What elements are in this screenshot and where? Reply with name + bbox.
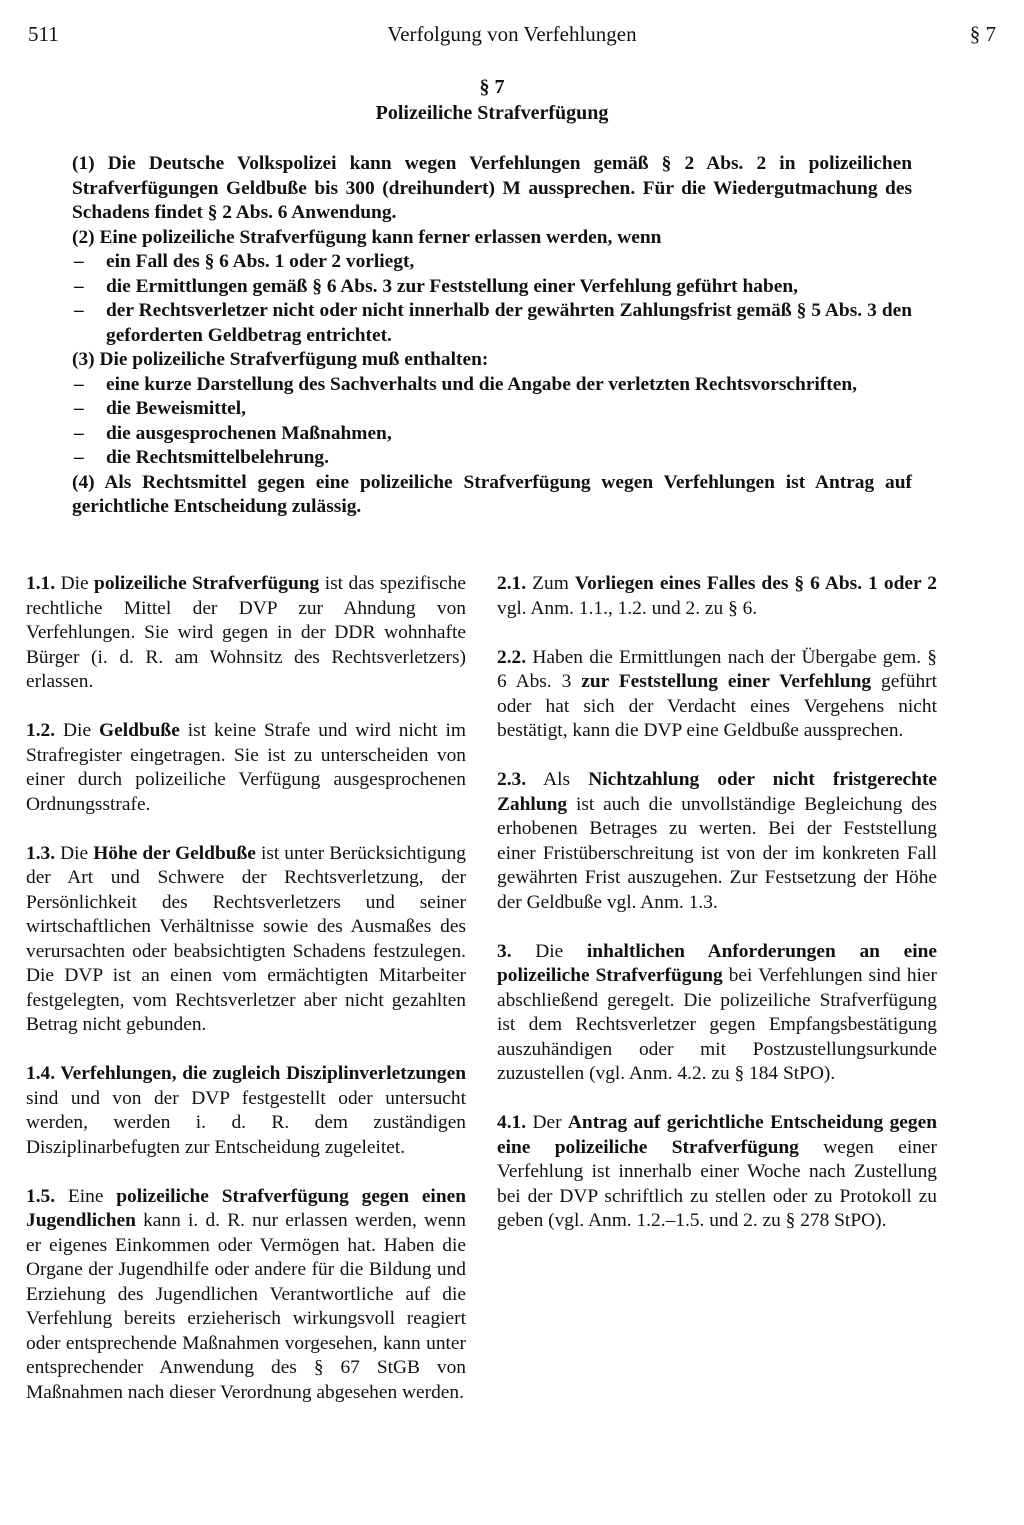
- annotation-2-3: 2.3. Als Nichtzahlung oder nicht fristgerechte Zahlung ist auch die unvollständige Begleichung des erhobenen Betrages zu werten. Bei der Feststellung einer Fristüberschreitung ist von der im konkreten Fall gewährten Frist auszugehen. Zur Festsetzung der Höhe der Geldbuße vgl. Anm. 1.3.: [497, 769, 938, 913]
- paragraph-4: (4) Als Rechtsmittel gegen eine polizeiliche Strafverfügung wegen Verfehlungen ist Antrag auf gerichtliche Entscheidung zulässig.: [72, 471, 912, 517]
- annotation-1-4: 1.4. Verfehlungen, die zugleich Disziplinverletzungen sind und von der DVP festgestellt oder untersucht werden, werden i. d. R. dem zuständigen Disziplinarbefugten zur Entscheidung zugeleitet.: [26, 1063, 466, 1158]
- dash-marker: –: [74, 422, 84, 444]
- dash-marker: –: [74, 275, 84, 297]
- dash-marker: –: [74, 251, 84, 272]
- annotation-2-2: 2.2. Haben die Ermittlungen nach der Übergabe gem. § 6 Abs. 3 zur Feststellung einer Verfehlung geführt oder hat sich der Verdacht eines Vergehens nicht bestätigt, kann die DVP eine Geldbuße aussprechen.: [497, 646, 937, 741]
- dash-marker: –: [74, 398, 84, 419]
- paragraph-1: (1) Die Deutsche Volkspolizei kann wegen Verfehlungen gemäß § 2 Abs. 2 in polizeilichen Strafverfügungen Geldbuße bis 300 (dreihundert) M aussprechen. Für die Wiedergutmachung des Schadens findet § 2 Abs. 6 Anwendung.: [72, 153, 912, 223]
- list-item: – die Rechtsmittelbelehrung.: [72, 446, 912, 471]
- running-title: Verfolgung von Verfehlungen: [387, 22, 637, 46]
- paragraph-2: (2) Eine polizeiliche Strafverfügung kann ferner erlassen werden, wenn: [72, 226, 662, 248]
- annotation-1-2: 1.2. Die Geldbuße ist keine Strafe und wird nicht im Strafregister eingetragen. Sie ist zu unterscheiden von einer durch polizeiliche Verfügung ausgesprochenen Ordnungsstrafe.: [26, 720, 466, 815]
- list-item: – die ausgesprochenen Maßnahmen,: [72, 422, 912, 447]
- running-section: § 7: [969, 22, 996, 46]
- dash-marker: –: [74, 447, 84, 468]
- annotation-4-1: 4.1. Der Antrag auf gerichtliche Entscheidung gegen eine polizeiliche Strafverfügung wegen einer Verfehlung ist innerhalb einer Woche nach Zustellung bei der DVP schriftlich zu stellen oder zu Protokoll zu geben (vgl. Anm. 1.2.–1.5. und 2. zu § 278 StPO).: [497, 1112, 938, 1231]
- list-item: – ein Fall des § 6 Abs. 1 oder 2 vorliegt,: [72, 250, 912, 275]
- page-number: 511: [28, 22, 59, 46]
- list-item: – eine kurze Darstellung des Sachverhalts und die Angabe der verletzten Rechtsvorschriften,: [72, 373, 912, 398]
- statute-text: [72, 74, 912, 520]
- annotation-2-1: 2.1. Zum Vorliegen eines Falles des § 6 Abs. 1 oder 2 vgl. Anm. 1.1., 1.2. und 2. zu § 6.: [497, 573, 937, 619]
- commentary-right-column: [497, 572, 937, 1258]
- list-item: – der Rechtsverletzer nicht oder nicht innerhalb der gewährten Zahlungsfrist gemäß § 5 Abs. 3 den geforderten Geldbetrag entrichtet.: [74, 300, 912, 346]
- dash-marker: –: [74, 373, 84, 395]
- annotation-3: 3. Die inhaltlichen Anforderungen an eine polizeiliche Strafverfügung bei Verfehlungen sind hier abschließend geregelt. Die polizeiliche Strafverfügung ist dem Rechtsverletzer gegen Empfangsbestätigung auszuhändigen oder mit Postzustellungsurkunde zuzustellen (vgl. Anm. 4.2. zu § 184 StPO).: [497, 940, 937, 1084]
- section-number: § 7: [479, 76, 505, 98]
- list-item: – die Beweismittel,: [72, 397, 912, 422]
- dash-marker: –: [74, 300, 84, 321]
- commentary-left-column: [26, 572, 466, 1430]
- running-head: [28, 22, 996, 52]
- list-item: – die Ermittlungen gemäß § 6 Abs. 3 zur Feststellung einer Verfehlung geführt haben,: [72, 275, 912, 300]
- annotation-1-1: 1.1. Die polizeiliche Strafverfügung ist das spezifische rechtliche Mittel der DVP zur Ahndung von Verfehlungen. Sie wird gegen in der DDR wohnhafte Bürger (i. d. R. am Wohnsitz des Rechtsverletzers) erlassen.: [26, 573, 466, 692]
- paragraph-3: (3) Die polizeiliche Strafverfügung muß enthalten:: [72, 349, 489, 370]
- section-title: Polizeiliche Strafverfügung: [375, 102, 609, 124]
- annotation-1-3: 1.3. Die Höhe der Geldbuße ist unter Berücksichtigung der Art und Schwere der Rechtsverletzung, der Persönlichkeit des Rechtsverletzers und seiner wirtschaftlichen Verhältnisse sowie des Ausmaßes des verursachten oder beabsichtigten Schadens festzulegen. Die DVP ist an einen vom ermächtigten Mitarbeiter festgelegten, vom Rechtsverletzer aber nicht gezahlten Betrag nicht gebunden.: [26, 842, 466, 1035]
- annotation-1-5: 1.5. Eine polizeiliche Strafverfügung gegen einen Jugendlichen kann i. d. R. nur erlassen werden, wenn er eigenes Einkommen oder Vermögen hat. Haben die Organe der Jugendhilfe oder andere für die Bildung und Erziehung des Jugendlichen Verantwortliche auf die Verfehlung bereits erzieherisch wirkungsvoll reagiert oder entsprechende Maßnahmen vorgesehen, kann unter entsprechender Anwendung des § 67 StGB von Maßnahmen nach dieser Verordnung abgesehen werden.: [26, 1185, 466, 1403]
